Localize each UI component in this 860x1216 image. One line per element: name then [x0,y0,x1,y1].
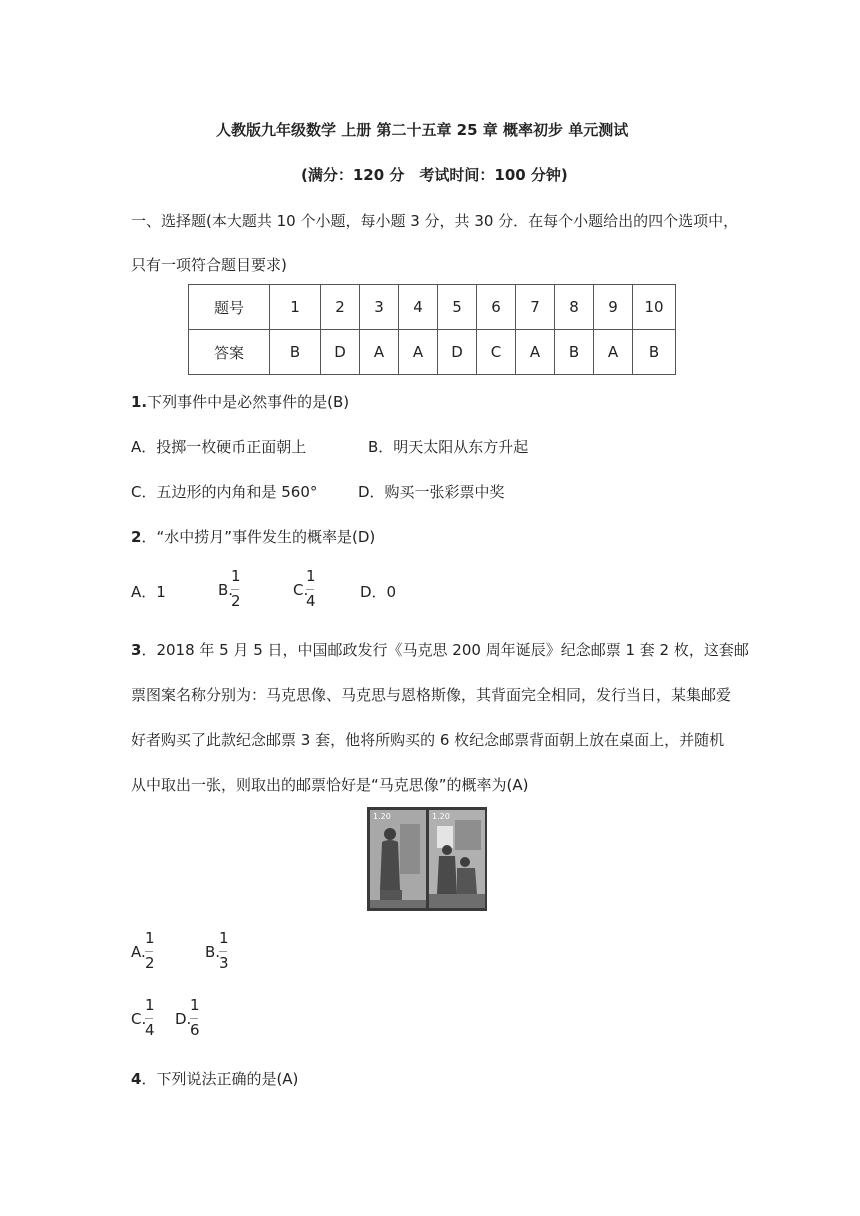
fraction-denominator: 3 [219,954,229,972]
marx-stamp [370,810,426,908]
q2-option-a: A．1 [131,583,166,601]
table-cell: C [477,330,516,375]
question-text: ．下列说法正确的是(A) [141,1070,299,1088]
question-number: 4 [131,1070,142,1088]
table-cell: B [633,330,676,375]
table-cell: B [270,330,321,375]
table-cell: B [555,330,594,375]
table-cell: 6 [477,285,516,330]
table-cell: 1 [270,285,321,330]
question-number: 3 [131,641,142,659]
section-heading-line2: 只有一项符合题目要求) [131,256,287,274]
stamp-value: 1.20 [432,812,450,821]
fraction-bar [190,1018,198,1019]
question-1-stem [131,391,349,412]
table-cell: 8 [555,285,594,330]
fraction-denominator: 6 [190,1021,200,1039]
page-subtitle: (满分：120 分 考试时间：100 分钟) [301,166,568,184]
table-cell: D [438,330,477,375]
q3-option-d-prefix: D. [175,1010,192,1028]
fraction-numerator: 1 [306,567,316,585]
fraction-numerator: 1 [145,996,155,1014]
table-row [189,285,676,330]
fraction-denominator: 4 [306,592,316,610]
table-row [189,330,676,375]
fraction-numerator: 1 [231,567,241,585]
table-cell: 7 [516,285,555,330]
fraction-denominator: 4 [145,1021,155,1039]
table-cell: A [399,330,438,375]
q3-option-b-prefix: B. [205,943,221,961]
question-3-line4: 从中取出一张，则取出的邮票恰好是“马克思像”的概率为(A) [131,776,529,794]
q1-option-b: B．明天太阳从东方升起 [368,438,529,456]
q1-option-c: C．五边形的内角和是 560° [131,483,318,501]
q3-option-a-prefix: A. [131,943,146,961]
q1-option-d: D．购买一张彩票中奖 [358,483,505,501]
fraction-numerator: 1 [145,929,155,947]
table-cell: 3 [360,285,399,330]
fraction-denominator: 2 [145,954,155,972]
table-row-label: 题号 [189,285,270,330]
fraction-bar [145,1018,153,1019]
fraction-bar [219,951,227,952]
stamp-value: 1.20 [373,812,391,821]
fraction-bar [231,589,239,590]
fraction-bar [306,589,314,590]
table-cell: 4 [399,285,438,330]
table-cell: 9 [594,285,633,330]
q2-option-b-prefix: B. [218,581,234,599]
table-cell: 5 [438,285,477,330]
q3-option-c-prefix: C. [131,1010,147,1028]
q1-option-a: A．投掷一枚硬币正面朝上 [131,438,307,456]
table-cell: A [360,330,399,375]
answer-table [188,284,676,375]
fraction-denominator: 2 [231,592,241,610]
table-cell: D [321,330,360,375]
question-text: ．2018 年 5 月 5 日，中国邮政发行《马克思 200 周年诞辰》纪念邮票 1 套 2 枚，这套邮 [141,641,749,659]
table-cell: 2 [321,285,360,330]
question-2-stem [131,526,375,547]
question-3-line1 [131,639,749,660]
stamps-image [367,807,487,911]
q2-option-d: D．0 [360,583,397,601]
fraction-bar [145,951,153,952]
question-3-line2: 票图案名称分别为：马克思像、马克思与恩格斯像，其背面完全相同，发行当日，某集邮爱 [131,686,732,704]
table-cell: A [516,330,555,375]
question-text: 下列事件中是必然事件的是(B) [147,393,350,411]
table-cell: 10 [633,285,676,330]
question-3-line3: 好者购买了此款纪念邮票 3 套，他将所购买的 6 枚纪念邮票背面朝上放在桌面上，并随机 [131,731,725,749]
page-title: 人教版九年级数学 上册 第二十五章 25 章 概率初步 单元测试 [216,121,629,139]
section-heading-line1: 一、选择题(本大题共 10 个小题，每小题 3 分，共 30 分．在每个小题给出的四个选项中， [131,212,739,230]
question-4-stem [131,1068,298,1089]
question-number: 2 [131,528,142,546]
q2-option-c-prefix: C. [293,581,309,599]
fraction-numerator: 1 [190,996,200,1014]
fraction-numerator: 1 [219,929,229,947]
table-row-label: 答案 [189,330,270,375]
table-cell: A [594,330,633,375]
question-number: 1. [131,393,148,411]
marx-engels-stamp [429,810,485,908]
question-text: ．“水中捞月”事件发生的概率是(D) [141,528,376,546]
